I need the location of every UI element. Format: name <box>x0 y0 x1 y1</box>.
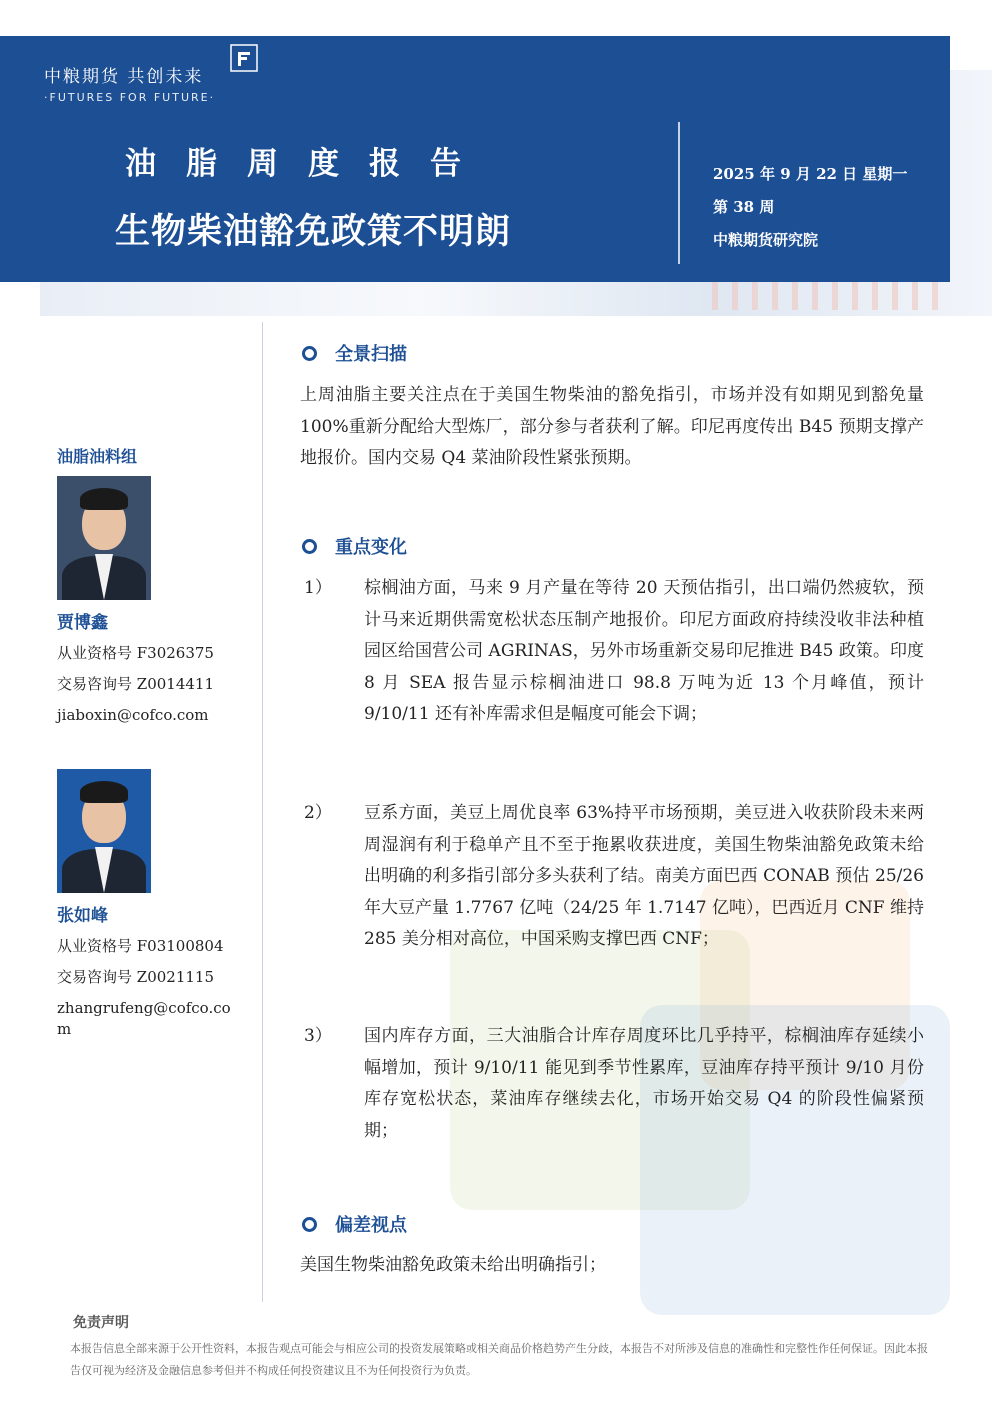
section-heading-changes <box>302 533 407 559</box>
section-heading-text: 偏差视点 <box>335 1215 407 1236</box>
list-item-text: 棕榈油方面，马来 9 月产量在等待 20 天预估指引，出口端仍然疲软，预计马来近期供需宽松状态压制产地报价。印尼方面政府持续没收非法种植园区给国营公司 AGRINAS，另外市场重新交易印尼推进 B45 政策。印度 8 月 SEA 报告显示棕榈油进口 98.8 万吨为近 13 个月峰值，预计 9/10/11 还有补库需求但是幅度可能会下调； <box>364 578 924 724</box>
report-type: 油脂周度报告 <box>125 146 491 182</box>
analyst-qualification: 从业资格号 F3026375 <box>57 644 214 662</box>
analyst-name: 贾博鑫 <box>57 613 108 633</box>
analyst-photo <box>57 476 151 600</box>
section-heading-text: 重点变化 <box>335 537 407 558</box>
list-item <box>300 573 924 731</box>
brand-name: 中粮期货 共创未来 <box>44 67 204 87</box>
report-meta <box>713 158 907 257</box>
header-divider <box>678 122 680 264</box>
list-item <box>300 1021 924 1147</box>
team-label: 油脂油料组 <box>57 447 138 466</box>
brand-slogan: ·FUTURES FOR FUTURE· <box>44 91 216 104</box>
list-item-number: 2） <box>304 803 332 823</box>
list-item-text: 国内库存方面，三大油脂合计库存周度环比几乎持平，棕榈油库存延续小幅增加，预计 9/10/11 能见到季节性累库，豆油库存持平预计 9/10 月份库存宽松状态，菜油库存继续去化，市场开始交易 Q4 的阶段性偏紧预期； <box>364 1026 924 1141</box>
deviation-paragraph: 美国生物柴油豁免政策未给出明确指引； <box>300 1255 606 1275</box>
analyst-email[interactable]: jiaboxin@cofco.com <box>57 706 209 724</box>
report-week: 第 38 周 <box>713 198 775 216</box>
section-heading-overview <box>302 340 407 366</box>
bullet-icon <box>302 346 317 361</box>
bullet-icon <box>302 1217 317 1232</box>
analyst-card <box>57 769 233 1040</box>
analyst-name: 张如峰 <box>57 906 108 926</box>
analyst-email[interactable]: zhangrufeng@cofco.com <box>57 999 231 1038</box>
company-logo-icon <box>230 44 258 72</box>
disclaimer-title: 免责声明 <box>73 1315 129 1331</box>
column-divider <box>262 322 263 1302</box>
analyst-photo <box>57 769 151 893</box>
analyst-consult-number: 交易咨询号 Z0014411 <box>57 675 214 693</box>
brand <box>44 62 215 104</box>
list-item <box>300 798 924 956</box>
list-item-number: 1） <box>304 578 332 598</box>
analyst-consult-number: 交易咨询号 Z0021115 <box>57 968 214 986</box>
disclaimer-text: 本报告信息全部来源于公开性资料，本报告观点可能会与相应公司的投资发展策略或相关商品价格趋势产生分歧，本报告不对所涉及信息的准确性和完整性作任何保证。因此本报告仅可视为经济及金融信息参考但并不构成任何投资建议且不为任何投资行为负责。 <box>70 1342 928 1377</box>
bullet-icon <box>302 539 317 554</box>
report-title: 生物柴油豁免政策不明朗 <box>115 211 512 252</box>
section-heading-text: 全景扫描 <box>335 344 407 365</box>
analyst-qualification: 从业资格号 F03100804 <box>57 937 224 955</box>
report-institute: 中粮期货研究院 <box>713 231 819 249</box>
list-item-text: 豆系方面，美豆上周优良率 63%持平市场预期，美豆进入收获阶段未来两周湿润有利于稳单产且不至于拖累收获进度，美国生物柴油豁免政策未给出明确的利多指引部分多头获利了结。南美方面巴西 CONAB 预估 25/26 年大豆产量 1.7767 亿吨（24/25 年 1.7147 亿吨），巴西近月 CNF 维持 285 美分相对高位，中国采购支撑巴西 CNF； <box>364 803 924 949</box>
report-date: 2025 年 9 月 22 日 星期一 <box>713 165 908 183</box>
section-heading-deviation <box>302 1211 407 1237</box>
analyst-card <box>57 476 237 726</box>
list-item-number: 3） <box>304 1026 332 1046</box>
overview-paragraph: 上周油脂主要关注点在于美国生物柴油的豁免指引，市场并没有如期见到豁免量 100%重新分配给大型炼厂，部分参与者获利了解。印尼再度传出 B45 预期支撑产地报价。国内交易 Q4 菜油阶段性紧张预期。 <box>300 385 924 468</box>
